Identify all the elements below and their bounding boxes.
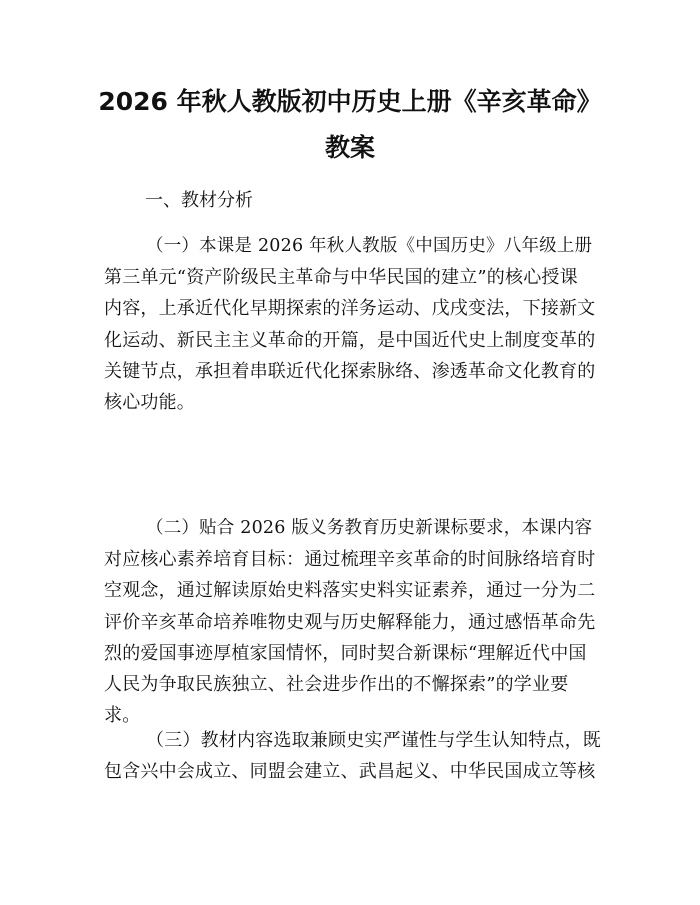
paragraph-line: 人民为争取民族独立、社会进步作出的不懈探索”的学业要: [104, 673, 569, 695]
paragraph-line: 对应核心素养培育目标：通过梳理辛亥革命的时间脉络培育时: [104, 549, 596, 571]
paragraph-line: 核心功能。: [104, 391, 195, 413]
paragraph-line: 烈的爱国事迹厚植家国情怀，同时契合新课标“理解近代中国: [104, 642, 587, 664]
paragraph-1: [104, 231, 604, 418]
document-title-line-2: 教案: [324, 133, 375, 162]
paragraph-3: [104, 725, 604, 787]
paragraph-line: 关键节点，承担着串联近代化探索脉络、渗透革命文化教育的: [104, 360, 596, 382]
section-heading: 一、教材分析: [145, 190, 253, 211]
paragraph-2: [104, 513, 604, 731]
paragraph-line: 化运动、新民主主义革命的开篇，是中国近代史上制度变革的: [104, 329, 596, 351]
paragraph-line: （一）本课是 2026 年秋人教版《中国历史》八年级上册: [146, 236, 593, 256]
paragraph-line: 第三单元“资产阶级民主革命与中华民国的建立”的核心授课: [104, 267, 578, 289]
paragraph-line: （三）教材内容选取兼顾史实严谨性与学生认知特点，既: [146, 730, 601, 751]
document-title-line-1: 2026 年秋人教版初中历史上册《辛亥革命》: [98, 87, 602, 116]
paragraph-line: 求。: [104, 705, 141, 727]
paragraph-line: 包含兴中会成立、同盟会建立、武昌起义、中华民国成立等核: [104, 761, 596, 783]
paragraph-line: 空观念，通过解读原始史料落实史料实证素养，通过一分为二: [104, 580, 596, 602]
paragraph-line: 内容，上承近代化早期探索的洋务运动、戊戌变法，下接新文: [104, 298, 596, 320]
paragraph-line: 评价辛亥革命培养唯物史观与历史解释能力，通过感悟革命先: [104, 611, 596, 633]
paragraph-line: （二）贴合 2026 版义务教育历史新课标要求，本课内容: [146, 518, 593, 538]
